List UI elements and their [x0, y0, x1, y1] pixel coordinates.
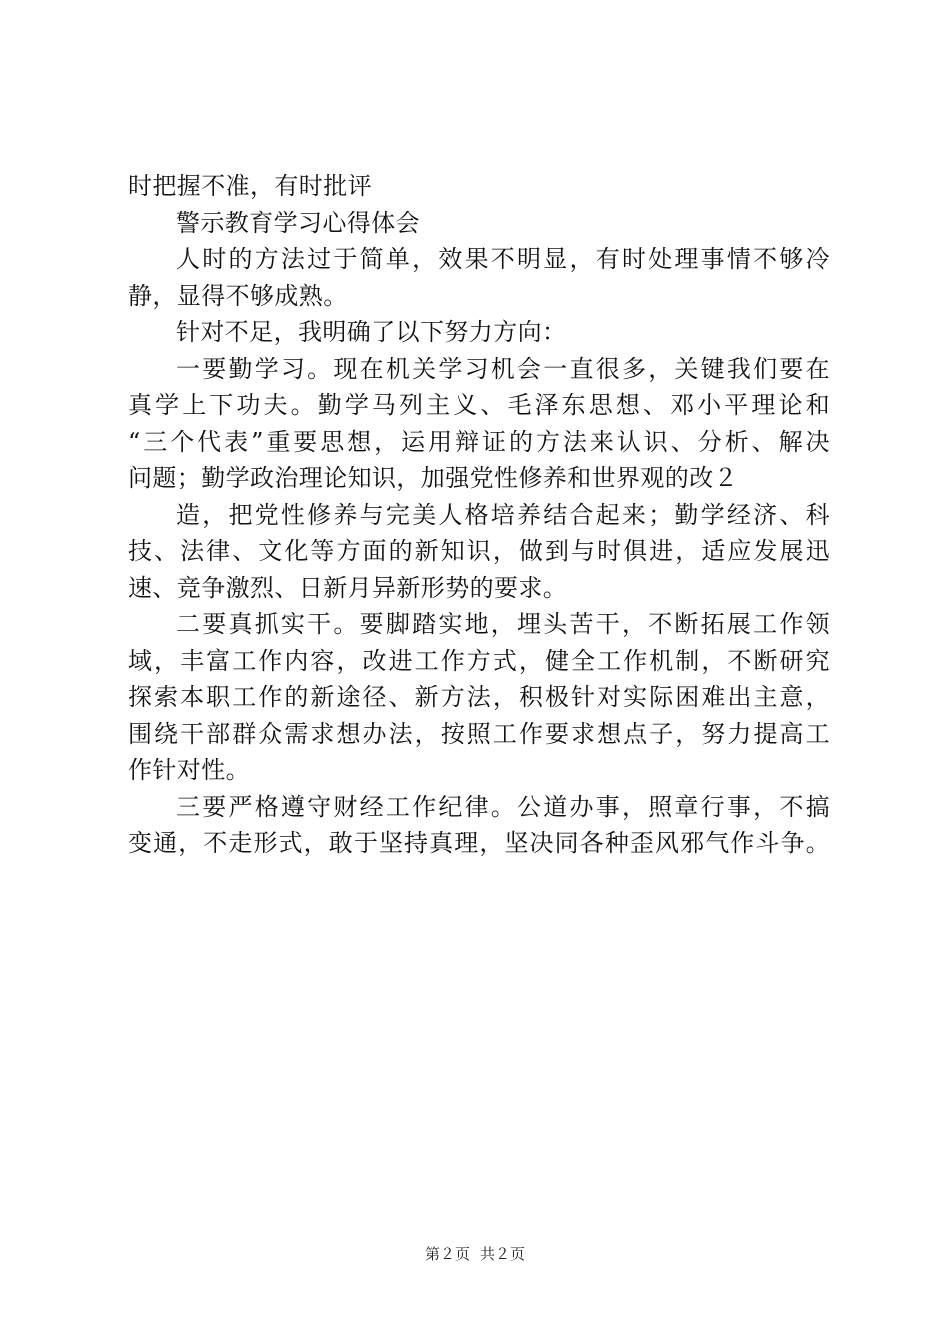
text-line: 静，显得不够成熟。	[128, 281, 348, 310]
page-number: 第２页	[424, 1245, 470, 1263]
text-line: 域，丰富工作内容，改进工作方式，健全工作机制，不断研究	[128, 646, 830, 675]
page-total: 共２页	[480, 1245, 526, 1263]
text-line: 变通，不走形式，敢于坚持真理，坚决同各种歪风邪气作斗争。	[128, 829, 830, 857]
text-line: 针对不足，我明确了以下努力方向：	[176, 318, 567, 346]
text-line: 围绕干部群众需求想办法，按照工作要求想点子，努力提高工	[128, 719, 830, 748]
text-line: 造，把党性修养与完美人格培养结合起来；勤学经济、科	[176, 500, 830, 529]
text-line: 技、法律、文化等方面的新知识，做到与时俱进，适应发展迅	[128, 537, 830, 565]
text-line: 问题；勤学政治理论知识，加强党性修养和世界观的改２	[128, 464, 738, 492]
document-body	[128, 168, 830, 862]
text-line: 作针对性。	[128, 756, 250, 784]
text-line: 真学上下功夫。勤学马列主义、毛泽东思想、邓小平理论和	[128, 391, 830, 419]
text-line: 人时的方法过于简单，效果不明显，有时处理事情不够冷	[176, 245, 830, 273]
text-line: 探索本职工作的新途径、新方法，积极针对实际困难出主意，	[128, 683, 830, 711]
page-footer	[0, 1244, 950, 1264]
text-line: 速、竞争激烈、日新月异新形势的要求。	[128, 573, 568, 602]
text-line: 时把握不准，有时批评	[128, 172, 372, 200]
section-title: 警示教育学习心得体会	[176, 208, 420, 237]
text-line: 一要勤学习。现在机关学习机会一直很多，关键我们要在	[176, 354, 830, 383]
text-line: 三要严格遵守财经工作纪律。公道办事，照章行事，不搞	[176, 792, 830, 821]
text-line: “三个代表”重要思想，运用辩证的方法来认识、分析、解决	[128, 427, 830, 456]
text-line: 二要真抓实干。要脚踏实地，埋头苦干，不断拓展工作领	[176, 610, 830, 638]
